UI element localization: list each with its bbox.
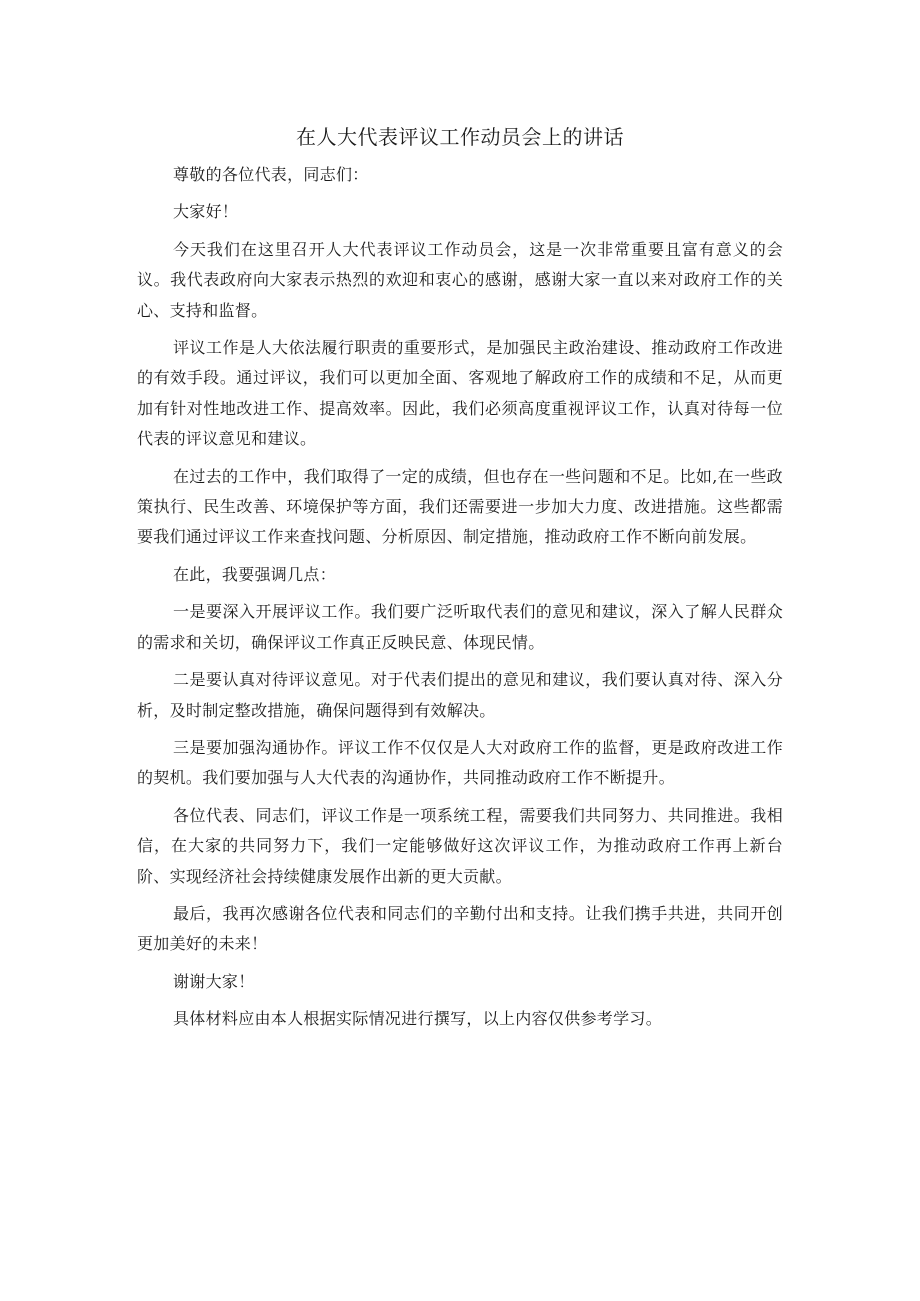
paragraph-thank-you: 谢谢大家！ [173,971,255,991]
paragraph-point-one: 一是要深入开展评议工作。我们要广泛听取代表们的意见和建议，深入了解人民群众的需求和关切，确保评议工作真正反映民意、体现民情。 [137,602,783,652]
paragraph-point-three: 三是要加强沟通协作。评议工作不仅仅是人大对政府工作的监督，更是政府改进工作的契机。我们要加强与人大代表的沟通协作，共同推动政府工作不断提升。 [137,737,783,788]
paragraph-system-engineering: 各位代表、同志们，评议工作是一项系统工程，需要我们共同努力、共同推进。我相信，在大家的共同努力下，我们一定能够做好这次评议工作，为推动政府工作再上新台阶、实现经济社会持续健康发展作出新的更大贡献。 [137,805,783,886]
greeting: 大家好！ [173,202,239,222]
salutation: 尊敬的各位代表，同志们： [173,165,369,184]
paragraph-importance: 评议工作是人大依法履行职责的重要形式，是加强民主政治建设、推动政府工作改进的有效手段。通过评议，我们可以更加全面、客观地了解政府工作的成绩和不足，从而更加有针对性地改进工作、提高效率。因此，我们必须高度重视评议工作，认真对待每一位代表的评议意见和建议。 [137,338,783,449]
paragraph-opening: 今天我们在这里召开人大代表评议工作动员会，这是一次非常重要且富有意义的会议。我代表政府向大家表示热烈的欢迎和衷心的感谢，感谢大家一直以来对政府工作的关心、支持和监督。 [137,239,783,320]
paragraph-emphasis-intro: 在此，我要强调几点： [173,564,337,584]
paragraph-closing-thanks: 最后，我再次感谢各位代表和同志们的辛勤付出和支持。让我们携手共进，共同开创更加美好的未来！ [137,903,783,954]
document-body [137,160,783,1042]
paragraph-disclaimer: 具体材料应由本人根据实际情况进行撰写，以上内容仅供参考学习。 [173,1009,663,1029]
paragraph-past-work: 在过去的工作中，我们取得了一定的成绩，但也存在一些问题和不足。比如,在一些政策执行、民生改善、环境保护等方面，我们还需要进一步加大力度、改进措施。这些都需要我们通过评议工作来查找问题、分析原因、制定措施，推动政府工作不断向前发展。 [137,466,783,547]
paragraph-point-two: 二是要认真对待评议意见。对于代表们提出的意见和建议，我们要认真对待、深入分析，及时制定整改措施，确保问题得到有效解决。 [137,670,783,720]
document-title: 在人大代表评议工作动员会上的讲话 [296,125,624,149]
